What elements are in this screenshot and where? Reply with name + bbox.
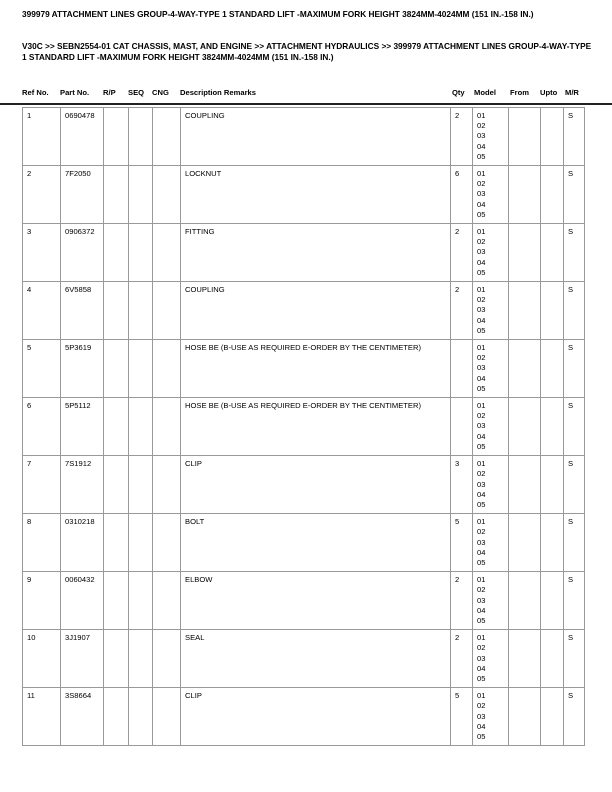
part-no-cell: 3S8664 — [61, 688, 104, 746]
qty-cell: 2 — [451, 108, 473, 166]
mr-cell: S — [564, 398, 585, 456]
parts-table — [22, 107, 585, 746]
header-rule — [0, 103, 612, 105]
cng-cell — [153, 456, 181, 514]
col-qty: Qty — [452, 88, 465, 97]
qty-cell: 2 — [451, 282, 473, 340]
cng-cell — [153, 630, 181, 688]
qty-cell: 3 — [451, 456, 473, 514]
mr-cell: S — [564, 108, 585, 166]
model-cell: 01 02 03 04 05 — [473, 108, 509, 166]
upto-cell — [541, 514, 564, 572]
part-no-cell: 3J1907 — [61, 630, 104, 688]
rp-cell — [104, 630, 129, 688]
part-no-cell: 0310218 — [61, 514, 104, 572]
upto-cell — [541, 688, 564, 746]
cng-cell — [153, 514, 181, 572]
qty-cell: 6 — [451, 166, 473, 224]
seq-cell — [129, 572, 153, 630]
cng-cell — [153, 108, 181, 166]
qty-cell: 5 — [451, 688, 473, 746]
table-row — [23, 224, 585, 282]
ref-cell: 9 — [23, 572, 61, 630]
col-part: Part No. — [60, 88, 90, 97]
col-ref: Ref No. — [22, 88, 49, 97]
mr-cell: S — [564, 688, 585, 746]
upto-cell — [541, 630, 564, 688]
ref-cell: 1 — [23, 108, 61, 166]
from-cell — [509, 282, 541, 340]
mr-cell: S — [564, 456, 585, 514]
col-mr: M/R — [565, 88, 579, 97]
upto-cell — [541, 456, 564, 514]
seq-cell — [129, 224, 153, 282]
upto-cell — [541, 224, 564, 282]
cng-cell — [153, 224, 181, 282]
seq-cell — [129, 340, 153, 398]
upto-cell — [541, 166, 564, 224]
table-row — [23, 282, 585, 340]
ref-cell: 5 — [23, 340, 61, 398]
model-cell: 01 02 03 04 05 — [473, 630, 509, 688]
ref-cell: 4 — [23, 282, 61, 340]
model-cell: 01 02 03 04 05 — [473, 340, 509, 398]
description-cell: HOSE BE (B-USE AS REQUIRED E-ORDER BY THE CENTIMETER) — [181, 340, 451, 398]
rp-cell — [104, 572, 129, 630]
cng-cell — [153, 282, 181, 340]
rp-cell — [104, 224, 129, 282]
table-row — [23, 572, 585, 630]
part-no-cell: 7F2050 — [61, 166, 104, 224]
from-cell — [509, 108, 541, 166]
col-upto: Upto — [540, 88, 558, 97]
qty-cell: 2 — [451, 630, 473, 688]
mr-cell: S — [564, 630, 585, 688]
table-row — [23, 514, 585, 572]
qty-cell — [451, 398, 473, 456]
mr-cell: S — [564, 166, 585, 224]
description-cell: CLIP — [181, 688, 451, 746]
from-cell — [509, 514, 541, 572]
seq-cell — [129, 456, 153, 514]
part-no-cell: 7S1912 — [61, 456, 104, 514]
from-cell — [509, 398, 541, 456]
qty-cell: 2 — [451, 572, 473, 630]
cng-cell — [153, 572, 181, 630]
table-row — [23, 630, 585, 688]
seq-cell — [129, 630, 153, 688]
mr-cell: S — [564, 224, 585, 282]
col-cng: CNG — [152, 88, 169, 97]
table-row — [23, 398, 585, 456]
description-cell: ELBOW — [181, 572, 451, 630]
ref-cell: 8 — [23, 514, 61, 572]
upto-cell — [541, 572, 564, 630]
from-cell — [509, 456, 541, 514]
from-cell — [509, 630, 541, 688]
rp-cell — [104, 282, 129, 340]
upto-cell — [541, 108, 564, 166]
upto-cell — [541, 282, 564, 340]
table-row — [23, 108, 585, 166]
model-cell: 01 02 03 04 05 — [473, 572, 509, 630]
model-cell: 01 02 03 04 05 — [473, 398, 509, 456]
ref-cell: 2 — [23, 166, 61, 224]
table-row — [23, 166, 585, 224]
rp-cell — [104, 514, 129, 572]
cng-cell — [153, 340, 181, 398]
qty-cell — [451, 340, 473, 398]
col-rp: R/P — [103, 88, 116, 97]
seq-cell — [129, 688, 153, 746]
col-model: Model — [474, 88, 496, 97]
description-cell: COUPLING — [181, 282, 451, 340]
description-cell: BOLT — [181, 514, 451, 572]
cng-cell — [153, 166, 181, 224]
part-no-cell: 0906372 — [61, 224, 104, 282]
mr-cell: S — [564, 514, 585, 572]
part-no-cell: 0690478 — [61, 108, 104, 166]
description-cell: CLIP — [181, 456, 451, 514]
page-title: 399979 ATTACHMENT LINES GROUP-4-WAY-TYPE 1 STANDARD LIFT -MAXIMUM FORK HEIGHT 3824MM-4024MM (151 IN.-158 IN.) — [22, 9, 534, 19]
description-cell: LOCKNUT — [181, 166, 451, 224]
ref-cell: 6 — [23, 398, 61, 456]
col-from: From — [510, 88, 529, 97]
from-cell — [509, 688, 541, 746]
col-desc: Description Remarks — [180, 88, 256, 97]
model-cell: 01 02 03 04 05 — [473, 688, 509, 746]
part-no-cell: 6V5858 — [61, 282, 104, 340]
seq-cell — [129, 282, 153, 340]
upto-cell — [541, 398, 564, 456]
part-no-cell: 5P5112 — [61, 398, 104, 456]
ref-cell: 11 — [23, 688, 61, 746]
rp-cell — [104, 340, 129, 398]
cng-cell — [153, 688, 181, 746]
table-row — [23, 456, 585, 514]
from-cell — [509, 224, 541, 282]
ref-cell: 7 — [23, 456, 61, 514]
from-cell — [509, 572, 541, 630]
description-cell: FITTING — [181, 224, 451, 282]
description-cell: COUPLING — [181, 108, 451, 166]
seq-cell — [129, 398, 153, 456]
model-cell: 01 02 03 04 05 — [473, 224, 509, 282]
from-cell — [509, 340, 541, 398]
seq-cell — [129, 514, 153, 572]
from-cell — [509, 166, 541, 224]
model-cell: 01 02 03 04 05 — [473, 166, 509, 224]
ref-cell: 3 — [23, 224, 61, 282]
qty-cell: 5 — [451, 514, 473, 572]
breadcrumb: V30C >> SEBN2554-01 CAT CHASSIS, MAST, AND ENGINE >> ATTACHMENT HYDRAULICS >> 399979 ATTACHMENT LINES GROUP-4-WAY-TYPE 1 STANDARD LIFT -MAXIMUM FORK HEIGHT 3824MM-4024MM (151 IN.-158 IN.) — [22, 41, 592, 62]
mr-cell: S — [564, 282, 585, 340]
model-cell: 01 02 03 04 05 — [473, 514, 509, 572]
seq-cell — [129, 166, 153, 224]
ref-cell: 10 — [23, 630, 61, 688]
table-row — [23, 688, 585, 746]
table-row — [23, 340, 585, 398]
table-header — [22, 88, 592, 100]
description-cell: HOSE BE (B-USE AS REQUIRED E-ORDER BY THE CENTIMETER) — [181, 398, 451, 456]
rp-cell — [104, 456, 129, 514]
col-seq: SEQ — [128, 88, 145, 97]
description-cell: SEAL — [181, 630, 451, 688]
part-no-cell: 0060432 — [61, 572, 104, 630]
rp-cell — [104, 166, 129, 224]
upto-cell — [541, 340, 564, 398]
qty-cell: 2 — [451, 224, 473, 282]
mr-cell: S — [564, 572, 585, 630]
cng-cell — [153, 398, 181, 456]
part-no-cell: 5P3619 — [61, 340, 104, 398]
mr-cell: S — [564, 340, 585, 398]
rp-cell — [104, 688, 129, 746]
rp-cell — [104, 108, 129, 166]
seq-cell — [129, 108, 153, 166]
rp-cell — [104, 398, 129, 456]
model-cell: 01 02 03 04 05 — [473, 456, 509, 514]
model-cell: 01 02 03 04 05 — [473, 282, 509, 340]
